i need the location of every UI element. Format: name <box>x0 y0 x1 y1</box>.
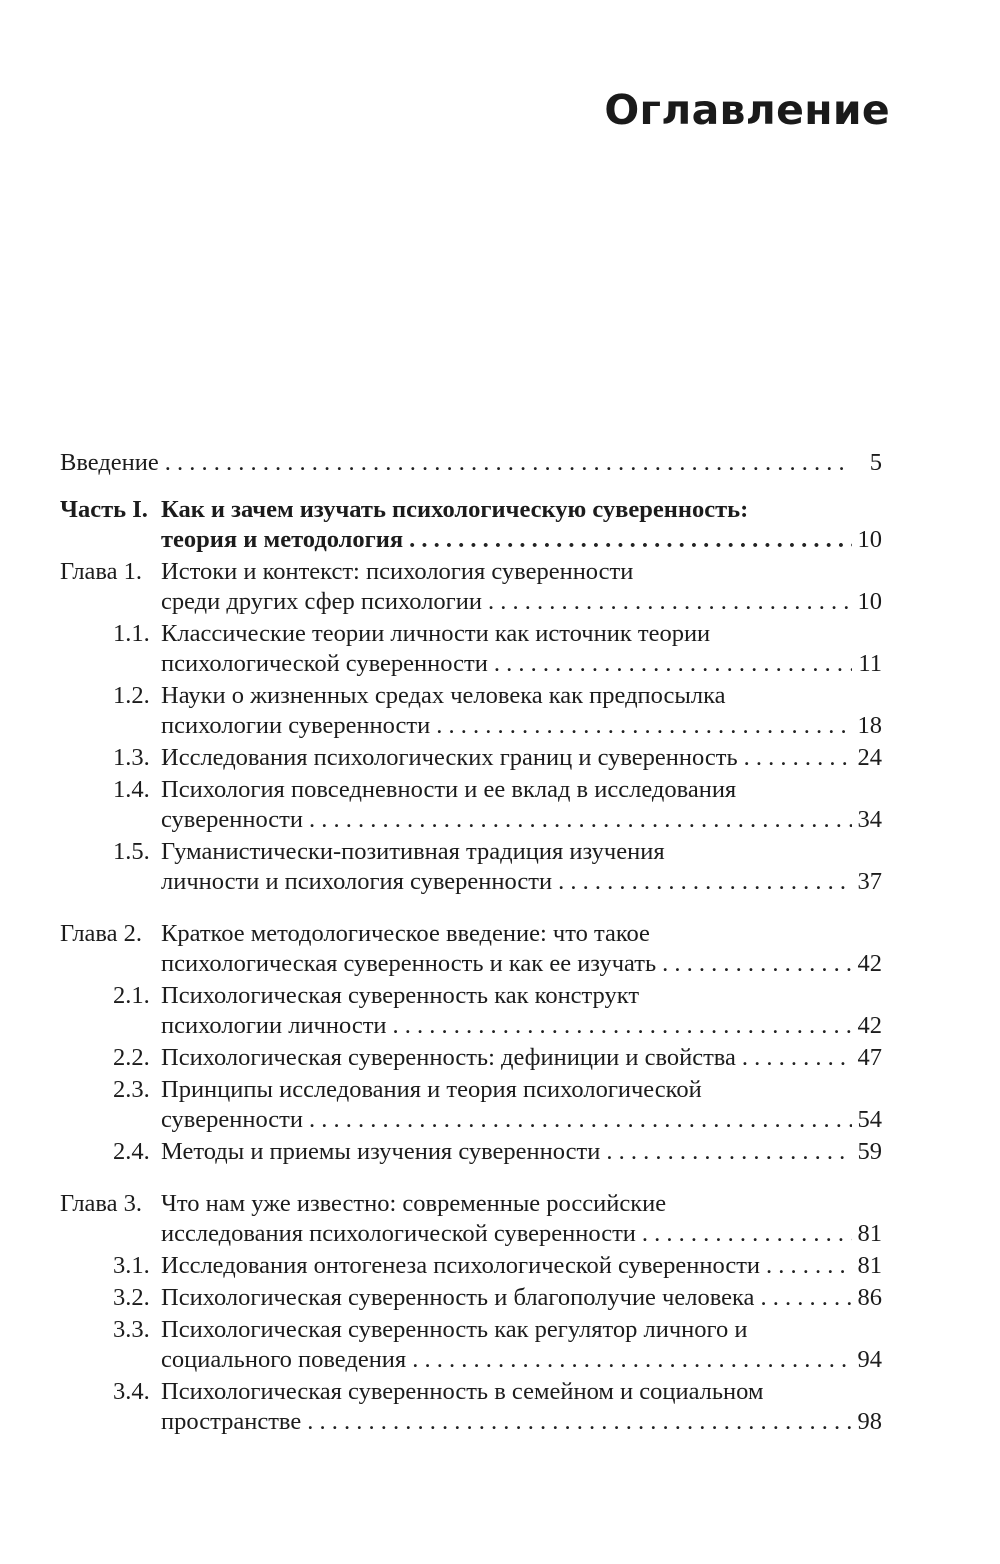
toc-entry-page-number: 81 <box>857 1220 882 1247</box>
toc-entry-last-line <box>161 649 882 679</box>
page-title: Оглавление <box>604 86 890 134</box>
toc-entry-section <box>60 837 882 897</box>
toc-entry-last-line <box>161 711 882 741</box>
toc-entry-title-line: Краткое методологическое введение: что такое <box>161 920 650 947</box>
toc-entry-title-line: Что нам уже известно: современные российские <box>161 1190 667 1217</box>
toc-entry-number: 1.1. <box>113 620 150 647</box>
toc-entry-number-cell <box>60 837 161 867</box>
toc-entry-body <box>161 557 882 617</box>
toc-entry-chapter <box>60 1189 882 1249</box>
toc-entry-section <box>60 981 882 1041</box>
toc-entry-body <box>161 1315 882 1375</box>
toc-entry-title-line: Исследования психологических границ и суверенность <box>161 744 738 771</box>
toc-entry-title-line: Психологическая суверенность как конструкт <box>161 982 640 1009</box>
toc-entry-title-line: личности и психология суверенности <box>161 868 553 895</box>
toc-entry-last-line <box>161 1043 882 1073</box>
toc-entry-page-number: 81 <box>857 1252 882 1279</box>
toc-entry-title-line: Гуманистически-позитивная традиция изучения <box>161 838 665 865</box>
toc-entry-last-line <box>161 1011 882 1041</box>
toc-entry-title-line: психологической суверенности <box>161 650 488 677</box>
toc-entry-number: 2.1. <box>113 982 150 1009</box>
toc-entry-last-line <box>161 1407 882 1437</box>
dot-leader <box>307 1407 852 1437</box>
toc-entry-title-line: Науки о жизненных средах человека как предпосылка <box>161 682 726 709</box>
dot-leader <box>412 1345 852 1375</box>
toc-entry-number-cell <box>60 1283 161 1313</box>
toc-entry-page-number: 10 <box>857 588 882 615</box>
toc-entry-last-line <box>161 1105 882 1135</box>
dot-leader <box>165 448 852 478</box>
toc-entry-number: Глава 1. <box>60 558 143 585</box>
toc-entry-section <box>60 775 882 835</box>
toc-entry-title-line: среди других сфер психологии <box>161 588 482 615</box>
toc-entry-number: 3.1. <box>113 1252 150 1279</box>
toc-entry-page-number: 10 <box>857 526 882 553</box>
toc-entry-title-line: психологическая суверенность и как ее изучать <box>161 950 657 977</box>
dot-leader <box>494 649 852 679</box>
dot-leader <box>606 1137 852 1167</box>
toc-entry-page-number: 42 <box>857 950 882 977</box>
toc-entry-page-number: 54 <box>857 1106 882 1133</box>
toc-entry-section <box>60 1075 882 1135</box>
toc-entry-section <box>60 1377 882 1437</box>
toc-entry-title-line: Введение <box>60 449 159 476</box>
toc-entry-page-number: 24 <box>857 744 882 771</box>
toc-entry-body <box>161 919 882 979</box>
toc-entry-number: 1.4. <box>113 776 150 803</box>
toc-entry-page-number: 86 <box>857 1284 882 1311</box>
toc-entry-section <box>60 681 882 741</box>
toc-entry-number-cell <box>60 981 161 1011</box>
toc-entry-page-number: 34 <box>857 806 882 833</box>
dot-leader <box>744 743 852 773</box>
toc-entry-last-line <box>161 587 882 617</box>
toc-entry-number-cell <box>60 681 161 711</box>
toc-entry-last-line <box>161 1283 882 1313</box>
toc-entry-section <box>60 1043 882 1073</box>
toc-entry-number-cell <box>60 1377 161 1407</box>
toc-entry-chapter <box>60 557 882 617</box>
toc-entry-number: 2.4. <box>113 1138 150 1165</box>
toc-entry-title-line: суверенности <box>161 806 303 833</box>
toc-entry-page-number: 18 <box>857 712 882 739</box>
toc-entry-last-line <box>161 805 882 835</box>
toc-entry-number: 2.2. <box>113 1044 150 1071</box>
dot-leader <box>642 1219 852 1249</box>
toc-entry-body <box>161 1251 882 1281</box>
toc-entry-body <box>161 681 882 741</box>
dot-leader <box>558 867 852 897</box>
toc-entry-section <box>60 619 882 679</box>
toc-entry-title-line: теория и методология <box>161 526 404 553</box>
toc-entry-page-number: 42 <box>857 1012 882 1039</box>
toc-entry-title-line: исследования психологической суверенности <box>161 1220 636 1247</box>
toc-entry-number: 3.4. <box>113 1378 150 1405</box>
toc-entry-page-number: 98 <box>857 1408 882 1435</box>
toc-entry-body <box>60 448 882 478</box>
toc-entry-last-line <box>161 525 882 555</box>
toc-entry-title-line: Психологическая суверенность в семейном и социальном <box>161 1378 764 1405</box>
toc-entry-last-line <box>161 1137 882 1167</box>
toc-entry-body <box>161 1075 882 1135</box>
dot-leader <box>742 1043 852 1073</box>
toc-entry-title-line: психологии личности <box>161 1012 387 1039</box>
toc-entry-number-cell <box>60 775 161 805</box>
toc-entry-title-line: Исследования онтогенеза психологической суверенности <box>161 1252 761 1279</box>
toc-entry-section <box>60 1251 882 1281</box>
dot-leader <box>766 1251 852 1281</box>
toc-entry-chapter <box>60 919 882 979</box>
toc-entry-number: 1.2. <box>113 682 150 709</box>
toc-entry-body <box>161 1043 882 1073</box>
toc-entry-title-line: психологии суверенности <box>161 712 431 739</box>
toc-entry-title-line: Психологическая суверенность как регулятор личного и <box>161 1316 748 1343</box>
toc-entry-page-number: 37 <box>857 868 882 895</box>
dot-leader <box>309 805 852 835</box>
toc-entry-part <box>60 495 882 555</box>
toc-entry-body <box>161 775 882 835</box>
toc-entry-title-line: суверенности <box>161 1106 303 1133</box>
toc-entry-body <box>161 619 882 679</box>
toc-entry-last-line <box>161 743 882 773</box>
toc-entry-last-line <box>161 867 882 897</box>
toc-entry-number-cell <box>60 1137 161 1167</box>
toc-entry-body <box>161 1189 882 1249</box>
toc-entry-number: 3.2. <box>113 1284 150 1311</box>
toc-entry-last-line <box>161 1251 882 1281</box>
toc-entry-number: Глава 2. <box>60 920 143 947</box>
toc-entry-title-line: Истоки и контекст: психология суверенности <box>161 558 634 585</box>
toc-entry-page-number: 59 <box>857 1138 882 1165</box>
toc-entry-title-line: Психология повседневности и ее вклад в исследования <box>161 776 737 803</box>
toc-entry-page-number: 94 <box>857 1346 882 1373</box>
dot-leader <box>488 587 852 617</box>
toc-entry-last-line <box>60 448 882 478</box>
toc-entry-body <box>161 1283 882 1313</box>
toc-entry-title-line: Классические теории личности как источник теории <box>161 620 711 647</box>
toc-entry-title-line: Психологическая суверенность: дефиниции и свойства <box>161 1044 736 1071</box>
toc-entry-number-cell <box>60 743 161 773</box>
toc-entry-body <box>161 1137 882 1167</box>
toc-entry-page-number: 11 <box>858 650 882 677</box>
toc-entry-number-cell <box>60 619 161 649</box>
toc-entry-number: 1.3. <box>113 744 150 771</box>
toc-entry-section <box>60 1137 882 1167</box>
dot-leader <box>760 1283 852 1313</box>
toc-entry-body <box>161 495 882 555</box>
toc-entry-page-number: 5 <box>869 449 882 476</box>
toc-entry-number: Часть I. <box>60 496 148 523</box>
dot-leader <box>662 949 852 979</box>
dot-leader <box>393 1011 852 1041</box>
toc-entry-body <box>161 837 882 897</box>
toc-entry-number-cell <box>60 1075 161 1105</box>
toc-entry-title-line: социального поведения <box>161 1346 407 1373</box>
table-of-contents <box>60 448 882 1437</box>
toc-entry-body <box>161 981 882 1041</box>
dot-leader <box>309 1105 852 1135</box>
toc-entry-number: 2.3. <box>113 1076 150 1103</box>
toc-entry-section <box>60 1283 882 1313</box>
toc-entry-title-line: пространстве <box>161 1408 302 1435</box>
toc-entry-last-line <box>161 1219 882 1249</box>
toc-entry-number: Глава 3. <box>60 1190 143 1217</box>
toc-entry-title-line: Психологическая суверенность и благополучие человека <box>161 1284 755 1311</box>
dot-leader <box>409 525 852 555</box>
toc-entry-number-cell <box>60 1043 161 1073</box>
toc-entry-body <box>161 743 882 773</box>
dot-leader <box>436 711 852 741</box>
toc-entry-section <box>60 743 882 773</box>
toc-entry-number-cell <box>60 1251 161 1281</box>
toc-entry-number-cell <box>60 1315 161 1345</box>
toc-entry-number: 3.3. <box>113 1316 150 1343</box>
toc-entry-number: 1.5. <box>113 838 150 865</box>
toc-entry-page-number: 47 <box>857 1044 882 1071</box>
toc-entry-last-line <box>161 949 882 979</box>
toc-entry-section <box>60 1315 882 1375</box>
toc-entry-last-line <box>161 1345 882 1375</box>
toc-entry-title-line: Как и зачем изучать психологическую суверенность: <box>161 496 749 523</box>
toc-entry-body <box>161 1377 882 1437</box>
toc-entry-intro <box>60 448 882 478</box>
toc-entry-title-line: Принципы исследования и теория психологической <box>161 1076 702 1103</box>
toc-entry-title-line: Методы и приемы изучения суверенности <box>161 1138 601 1165</box>
